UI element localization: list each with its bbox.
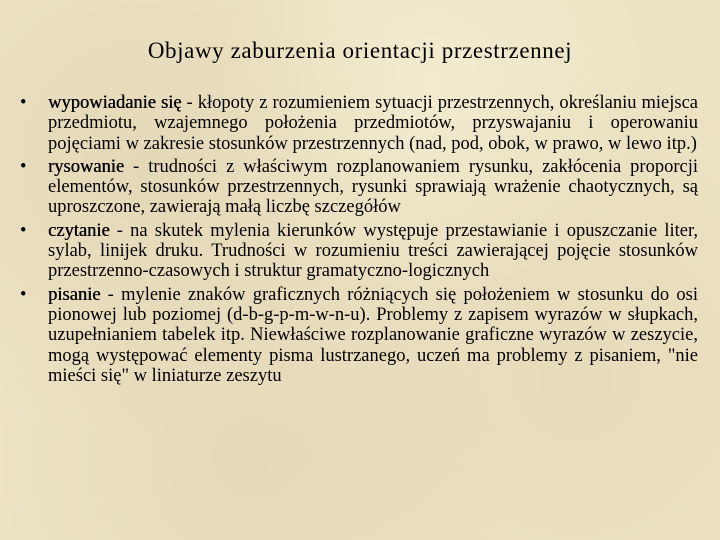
- bullet-text: - trudności z właściwym rozplanowaniem rysunku, zakłócenia proporcji elementów, stosunków przestrzennych, rysunki sprawiają wrażenie chaotycznych, są uproszczone, zawierają małą liczbę szczegółów: [48, 156, 698, 218]
- bullet-item-drawing: [20, 157, 698, 218]
- bullet-term: czytanie: [48, 220, 110, 241]
- bullet-icon: •: [20, 220, 27, 241]
- bullet-list: [20, 93, 698, 389]
- bullet-icon: •: [20, 93, 27, 113]
- bullet-item-writing: [20, 285, 698, 386]
- bullet-item-reading: [20, 221, 698, 282]
- bullet-icon: •: [20, 156, 27, 177]
- slide-title: Objawy zaburzenia orientacji przestrzennej: [147, 38, 573, 63]
- bullet-term: pisanie: [48, 284, 101, 305]
- bullet-text: - kłopoty z rozumieniem sytuacji przestrzennych, określaniu miejsca przedmiotu, wzajemnego położenia przedmiotów, przyswajaniu i operowaniu pojęciami w zakresie stosunków przestrzennych (nad, pod, obok, w prawo, w lewo itp.): [48, 93, 698, 154]
- bullet-term: wypowiadanie się: [48, 93, 182, 113]
- bullet-text: - mylenie znaków graficznych różniących się położeniem w stosunku do osi pionowej lub poziomej (d-b-g-p-m-w-n-u). Problemy z zapisem wyrazów w słupkach, uzupełnianiem tabelek itp. Niewłaściwe rozplanowanie graficzne wyrazów w zeszycie, mogą występować elementy pisma lustrzanego, uczeń ma problemy z pisaniem, "nie mieści się" w liniaturze zeszytu: [48, 284, 698, 386]
- bullet-icon: •: [20, 284, 27, 305]
- bullet-term: rysowanie: [48, 156, 125, 177]
- bullet-text: - na skutek mylenia kierunków występuje przestawianie i opuszczanie liter, sylab, linijek druku. Trudności w rozumieniu treści zawierającej pojęcie stosunków przestrzenno-czasowych i struktur gramatyczno-logicznych: [48, 220, 698, 282]
- bullet-item-speaking: [20, 93, 698, 154]
